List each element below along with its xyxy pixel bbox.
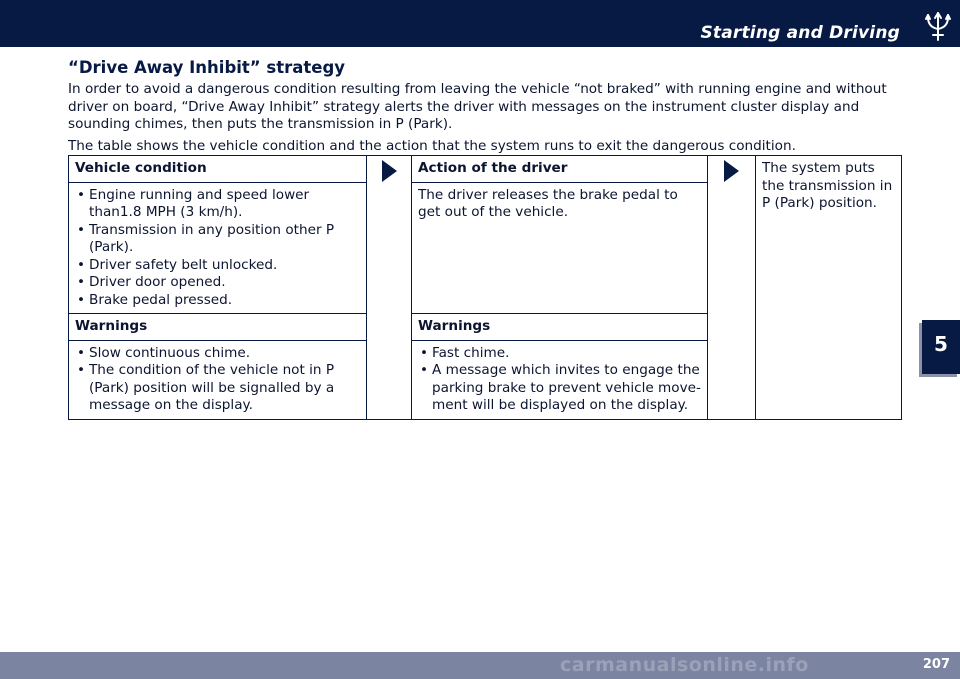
trident-logo-icon — [922, 9, 954, 43]
chapter-tab — [922, 320, 960, 374]
warnings-header-left: Warnings — [69, 314, 367, 341]
list-item: • A message which invites to engage the parking brake to prevent vehicle move-ment will be displayed on the display. — [418, 362, 701, 415]
warnings-left-cell — [69, 340, 367, 419]
section-title: Starting and Driving — [700, 23, 900, 43]
list-item: • Fast chime. — [418, 345, 701, 363]
intro-paragraph: In order to avoid a dangerous condition resulting from leaving the vehicle “not braked” with running engine and without driver on board, “Drive Away Inhibit” strategy alerts the driver with messages on the instrument cluster display and sounding chimes, then puts the transmission in P (Park). — [68, 81, 887, 132]
system-result: The system puts the transmission in P (Park) position. — [756, 156, 902, 420]
top-header-bar — [0, 0, 960, 47]
footer-bar — [0, 652, 960, 679]
chapter-number: 5 — [934, 332, 948, 356]
list-item: • Driver door opened. — [75, 274, 360, 292]
table-description: The table shows the vehicle condition and the action that the system runs to exit the dangerous condition. — [68, 137, 796, 154]
warnings-header-right: Warnings — [412, 314, 708, 341]
arrow-right-icon — [724, 160, 739, 182]
page-heading: “Drive Away Inhibit” strategy — [68, 58, 346, 77]
arrow-cell-right — [708, 156, 756, 420]
list-item: • Brake pedal pressed. — [75, 292, 360, 310]
action-text: The driver releases the brake pedal to get out of the vehicle. — [412, 182, 708, 314]
action-header: Action of the driver — [412, 156, 708, 183]
drive-away-inhibit-table — [68, 155, 902, 420]
list-item: • Engine running and speed lower than1.8 MPH (3 km/h). — [75, 187, 360, 222]
vehicle-conditions-cell — [69, 182, 367, 314]
list-item: • Transmission in any position other P (Park). — [75, 222, 360, 257]
content-area — [68, 58, 908, 155]
arrow-right-icon — [382, 160, 397, 182]
watermark: carmanualsonline.info — [560, 654, 809, 676]
page-number: 207 — [922, 657, 950, 672]
list-item: • Driver safety belt unlocked. — [75, 257, 360, 275]
arrow-cell-left — [367, 156, 412, 420]
list-item: • Slow continuous chime. — [75, 345, 360, 363]
vehicle-condition-header: Vehicle condition — [69, 156, 367, 183]
list-item: • The condition of the vehicle not in P (Park) position will be signalled by a message on the display. — [75, 362, 360, 415]
warnings-right-cell — [412, 340, 708, 419]
